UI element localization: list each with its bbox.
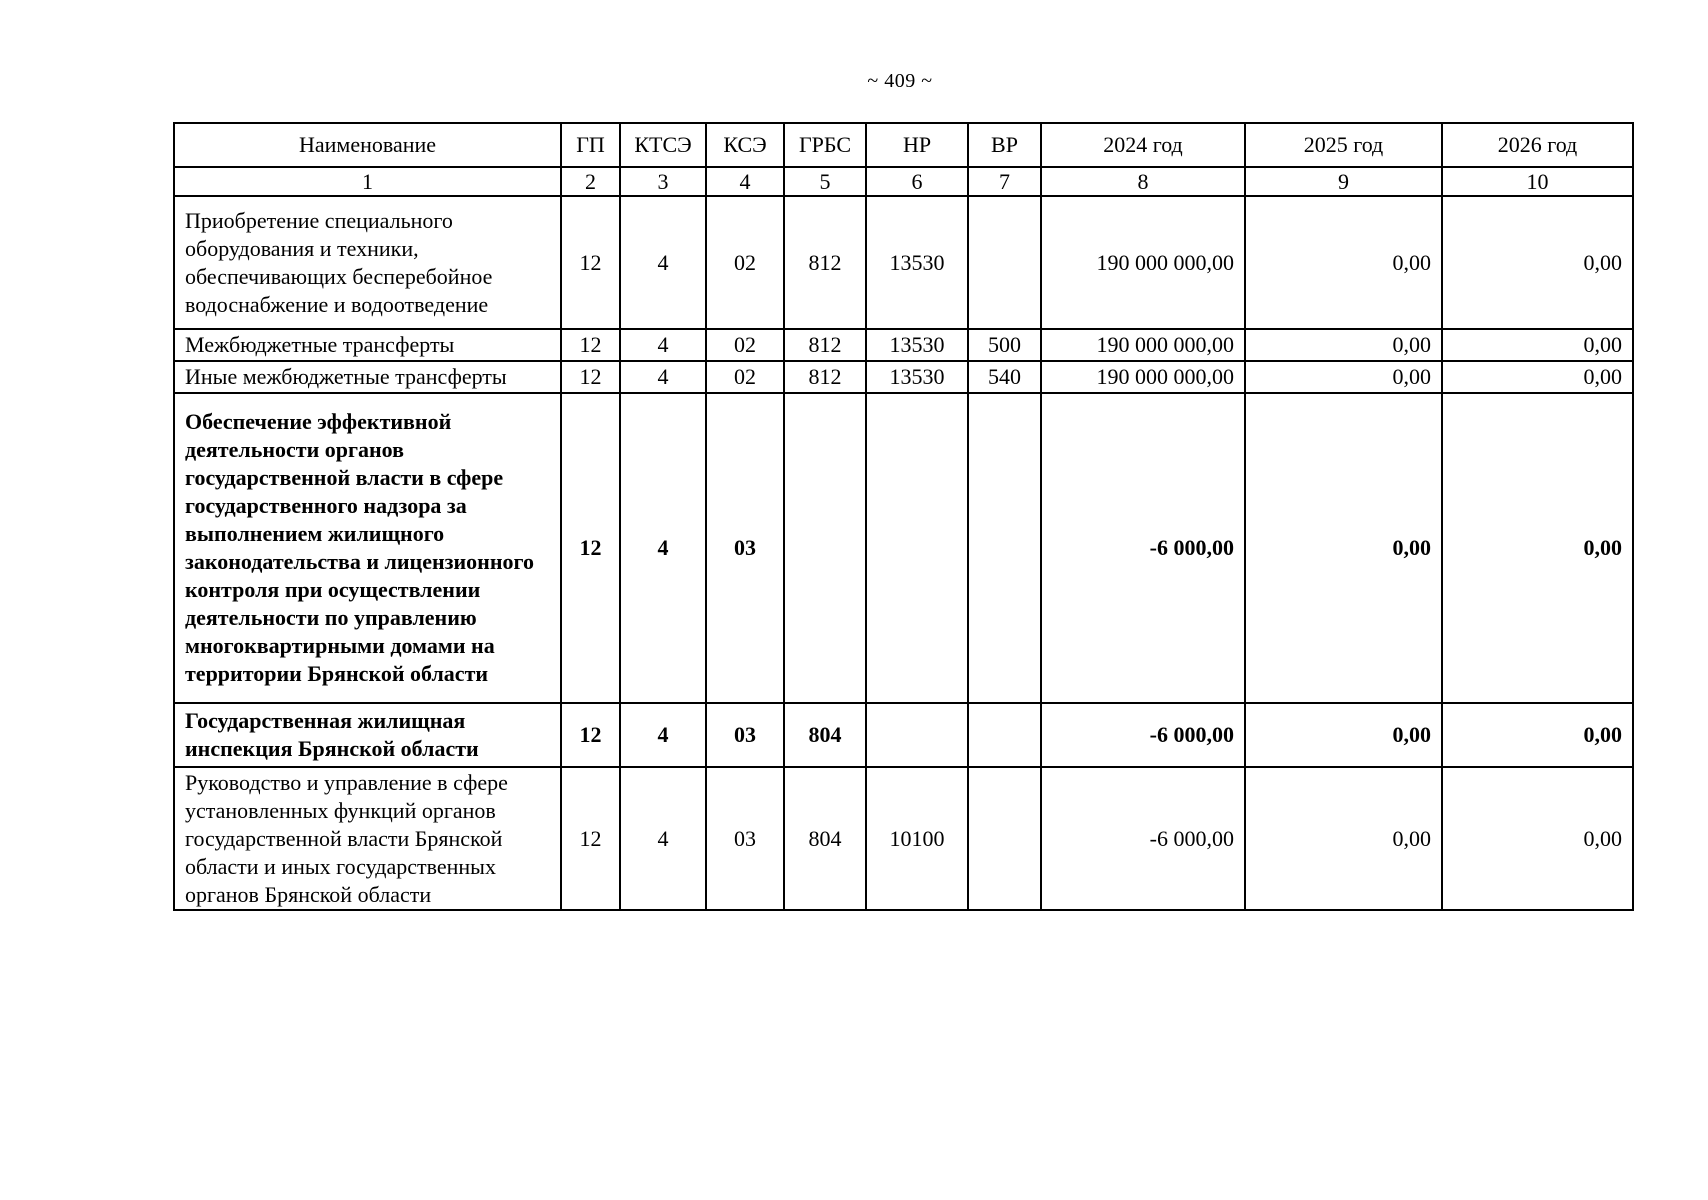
cell-vr: 540: [968, 361, 1041, 393]
cell-gp: 12: [561, 767, 620, 910]
cell-ktse: 4: [620, 196, 706, 329]
cell-nr: [866, 393, 968, 703]
cell-gp: 12: [561, 361, 620, 393]
cell-nr: [866, 703, 968, 767]
cell-2026: 0,00: [1442, 393, 1633, 703]
header-2024: 2024 год: [1041, 123, 1245, 167]
cell-ktse: 4: [620, 703, 706, 767]
table-row: [174, 361, 1633, 393]
cell-nr: 10100: [866, 767, 968, 910]
cell-ktse: 4: [620, 329, 706, 361]
header-name: Наименование: [174, 123, 561, 167]
cell-2026: 0,00: [1442, 196, 1633, 329]
cell-grbs: 804: [784, 703, 866, 767]
cell-2024: -6 000,00: [1041, 767, 1245, 910]
header-ktse: КТСЭ: [620, 123, 706, 167]
row-name: Межбюджетные трансферты: [174, 329, 561, 361]
table-row: [174, 393, 1633, 703]
cell-grbs: 812: [784, 196, 866, 329]
column-number: 10: [1442, 167, 1633, 196]
cell-2026: 0,00: [1442, 329, 1633, 361]
table-row: [174, 703, 1633, 767]
column-number: 7: [968, 167, 1041, 196]
column-number: 9: [1245, 167, 1442, 196]
column-number: 4: [706, 167, 784, 196]
cell-2026: 0,00: [1442, 703, 1633, 767]
cell-nr: 13530: [866, 361, 968, 393]
cell-vr: 500: [968, 329, 1041, 361]
cell-kse: 03: [706, 703, 784, 767]
column-number: 1: [174, 167, 561, 196]
cell-2026: 0,00: [1442, 361, 1633, 393]
row-name: Приобретение специального оборудования и техники, обеспечивающих бесперебойное водоснабжение и водоотведение: [174, 196, 561, 329]
table-row: [174, 767, 1633, 910]
cell-nr: 13530: [866, 196, 968, 329]
header-grbs: ГРБС: [784, 123, 866, 167]
page-number: ~ 409 ~: [867, 70, 933, 92]
cell-vr: [968, 767, 1041, 910]
cell-2025: 0,00: [1245, 703, 1442, 767]
header-nr: НР: [866, 123, 968, 167]
cell-kse: 03: [706, 393, 784, 703]
cell-kse: 02: [706, 329, 784, 361]
header-kse: КСЭ: [706, 123, 784, 167]
cell-2024: 190 000 000,00: [1041, 196, 1245, 329]
header-row: [174, 123, 1633, 167]
header-2026: 2026 год: [1442, 123, 1633, 167]
header-gp: ГП: [561, 123, 620, 167]
cell-2024: -6 000,00: [1041, 393, 1245, 703]
cell-grbs: 804: [784, 767, 866, 910]
table-row: [174, 329, 1633, 361]
cell-2024: 190 000 000,00: [1041, 361, 1245, 393]
cell-vr: [968, 196, 1041, 329]
cell-2025: 0,00: [1245, 196, 1442, 329]
cell-2025: 0,00: [1245, 393, 1442, 703]
cell-gp: 12: [561, 329, 620, 361]
column-number: 2: [561, 167, 620, 196]
header-2025: 2025 год: [1245, 123, 1442, 167]
cell-gp: 12: [561, 196, 620, 329]
cell-2024: 190 000 000,00: [1041, 329, 1245, 361]
cell-ktse: 4: [620, 767, 706, 910]
column-number: 3: [620, 167, 706, 196]
cell-2024: -6 000,00: [1041, 703, 1245, 767]
cell-gp: 12: [561, 703, 620, 767]
budget-table: [173, 122, 1634, 911]
row-name: Руководство и управление в сфере установленных функций органов государственной власти Брянской области и иных государственных органов Брянской области: [174, 767, 561, 910]
cell-nr: 13530: [866, 329, 968, 361]
cell-grbs: 812: [784, 329, 866, 361]
cell-2025: 0,00: [1245, 329, 1442, 361]
cell-ktse: 4: [620, 393, 706, 703]
cell-2025: 0,00: [1245, 767, 1442, 910]
cell-kse: 03: [706, 767, 784, 910]
cell-vr: [968, 703, 1041, 767]
column-number: 5: [784, 167, 866, 196]
cell-grbs: 812: [784, 361, 866, 393]
cell-gp: 12: [561, 393, 620, 703]
header-vr: ВР: [968, 123, 1041, 167]
column-number-row: [174, 167, 1633, 196]
column-number: 6: [866, 167, 968, 196]
row-name: Иные межбюджетные трансферты: [174, 361, 561, 393]
cell-vr: [968, 393, 1041, 703]
column-number: 8: [1041, 167, 1245, 196]
cell-kse: 02: [706, 196, 784, 329]
row-name: Обеспечение эффективной деятельности органов государственной власти в сфере государственного надзора за выполнением жилищного законодательства и лицензионного контроля при осуществлении деятельности по управлению многоквартирными домами на территории Брянской области: [174, 393, 561, 703]
cell-grbs: [784, 393, 866, 703]
table-row: [174, 196, 1633, 329]
row-name: Государственная жилищная инспекция Брянской области: [174, 703, 561, 767]
cell-2026: 0,00: [1442, 767, 1633, 910]
cell-2025: 0,00: [1245, 361, 1442, 393]
cell-kse: 02: [706, 361, 784, 393]
cell-ktse: 4: [620, 361, 706, 393]
